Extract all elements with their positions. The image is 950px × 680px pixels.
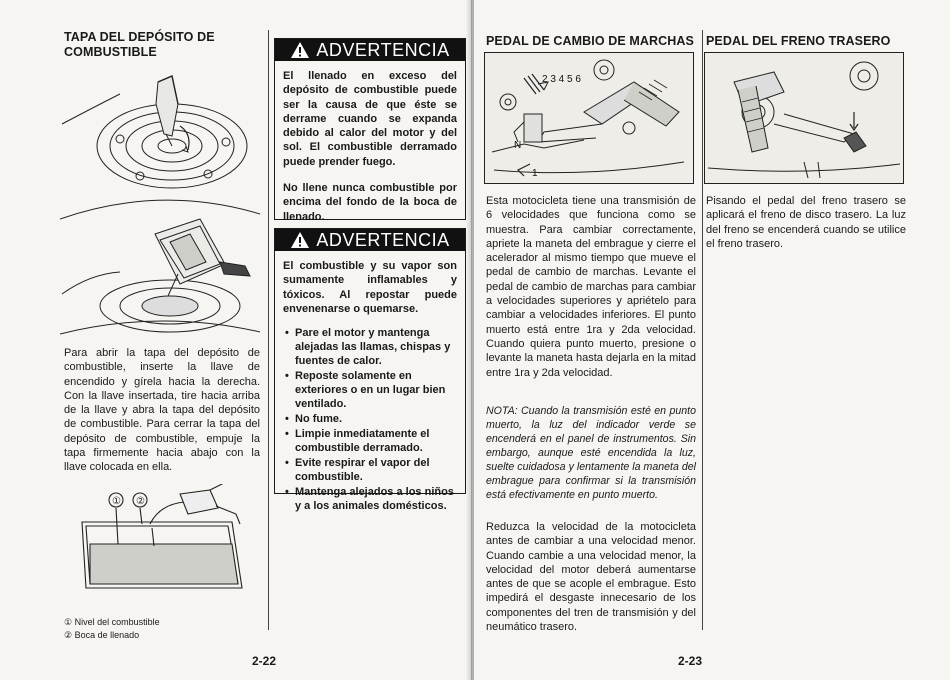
warning-triangle-icon [290,231,310,249]
gearshift-note: NOTA: Cuando la transmisión esté en punto muerto, la luz del indicador verde se encenderá en el panel de instrumentos. Sin embargo, aunque esté encendida la luz, suelte cuidadosa y lentamente la maneta del embrague para confirmar si la transmisión está efectivamente en punto muerto. [486,405,696,501]
fuel-cap-key-illustration [60,64,260,224]
right-page [474,0,950,680]
rear-brake-paragraph: Pisando el pedal del freno trasero se aplicará el freno de disco trasero. La luz del freno se encenderá cuando se utilice el freno trasero. [706,195,906,250]
warning-box-vapor [274,228,466,513]
warning-fill-limit-text: No llene nunca combustible por encima del fondo de la boca de llenado. [283,182,457,223]
safety-bullet-list [283,326,457,513]
list-item: • Mantenga alejados a los niños y a los animales domésticos. [283,485,457,513]
warning-title: ADVERTENCIA [316,39,450,60]
caption-list [64,616,160,642]
fuel-cap-open-illustration [60,214,260,344]
warning-banner [275,39,465,61]
warning-box-overfill [274,38,466,223]
callout-1-label: ① [112,496,121,507]
list-item: • No fume. [283,412,457,426]
fuel-cap-heading: TAPA DEL DEPÓSITO DE COMBUSTIBLE [64,30,215,59]
gear-numbers-label: 2 3 4 5 6 [542,74,581,85]
fuel-level-illustration [60,484,260,609]
warning-title: ADVERTENCIA [316,229,450,250]
page-number-right: 2-23 [678,654,703,668]
warning-triangle-icon [290,41,310,59]
callout-2-label: ② [136,496,145,507]
list-item: • Pare el motor y mantenga alejadas las llamas, chispas y fuentes de calor. [283,326,457,368]
list-item: • Reposte solamente en exteriores o en un lugar bien ventilado. [283,369,457,411]
page-number-left: 2-22 [252,654,277,668]
column-divider [268,30,269,630]
gearshift-pedal-illustration [484,52,694,184]
neutral-label: N [514,140,522,151]
caption-fuel-level: ① Nivel del combustible [64,617,160,627]
gearshift-paragraph: Esta motocicleta tiene una transmisión de 6 velocidades que funciona como se muestra. Para cambiar correctamente, apriete la maneta del embrague y cierre el acelerador al mismo tiempo que mueve el pedal de cambio de marchas. Levante el pedal de cambio de marchas para cambiar a velocidades superiores y apriételo para cambiar a velocidades inferiores. El punto muerto está entre 1ra y 2da velocidad. Cuando quiera punto muerto, presione o levante la maneta hasta dejarla en la mitad entre 1ra y 2da velocidad. [486,195,696,379]
column-divider [702,30,703,630]
gearshift-heading: PEDAL DE CAMBIO DE MARCHAS [486,34,694,48]
fuel-cap-paragraph: Para abrir la tapa del depósito de combustible, inserte la llave de encendido y gírela hacia la derecha. Con la llave insertada, tire hacia arriba de la llave y abra la tapa del depósito de combustible. Para cerrar la tapa del depósito de combustible, empuje la tapa firmemente hacia abajo con la llave colocada en ella. [64,347,260,474]
rear-brake-pedal-illustration [704,52,904,184]
warning-overfill-text: El llenado en exceso del depósito de combustible puede ser la causa de que éste se derrame cuando se expanda debido al calor del motor y del sol. El combustible derramado puede prender fuego. [283,70,457,168]
gearshift-downshift-paragraph: Reduzca la velocidad de la motocicleta antes de cambiar a una velocidad menor. Cuando cambie a una velocidad menor, la velocidad del motor deberá aumentarse antes de que se acople el embrague. Esto impedirá el desgaste innecesario de los componentes del tren de transmisión y del neumático trasero. [486,521,696,634]
caption-filler-neck: ② Boca de llenado [64,630,140,640]
warning-banner [275,229,465,251]
left-page [0,0,472,680]
list-item: • Limpie inmediatamente el combustible derramado. [283,427,457,455]
rear-brake-heading: PEDAL DEL FRENO TRASERO [706,34,891,48]
list-item: • Evite respirar el vapor del combustible. [283,456,457,484]
warning-vapor-text: El combustible y su vapor son sumamente inflamables y tóxicos. Al repostar puede envenenarse o quemarse. [283,260,457,315]
first-gear-label: 1 [532,168,538,179]
